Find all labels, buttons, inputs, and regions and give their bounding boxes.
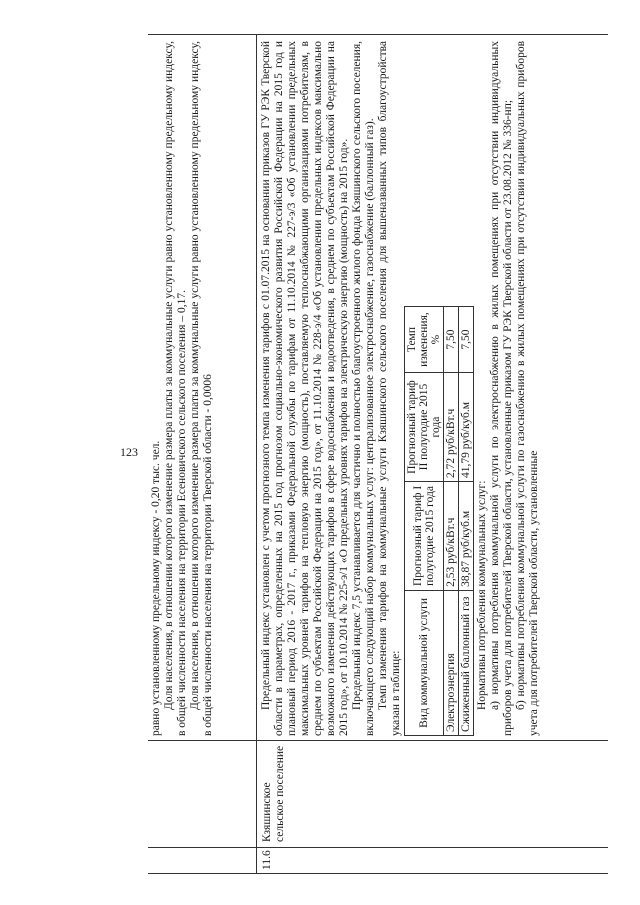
header-tariff-h2: Прогнозный тариф II полугодие 2015 года: [405, 373, 444, 482]
paragraph-index: Предельный индекс 7,5 устанавливается для частично и полностью благоустроенного жилого фонда Кзяшинского сельского поселения, включающего следующий набор коммунальных услуг: централизованное электроснабжение, газоснабжение (баллонный газ).: [351, 41, 376, 736]
header-paragraph-1: равно установленному предельному индексу - 0,20 тыс. чел.: [150, 440, 162, 736]
cell-rate: 7,50: [444, 307, 459, 373]
settlement-name: Кзяшинское сельское поселение: [261, 745, 286, 842]
cell-tariff-h2: 2,72 руб/кВт.ч: [444, 373, 459, 482]
header-service: Вид коммунальной услуги: [405, 590, 444, 735]
cell-service: Сжиженный баллонный газ: [459, 590, 474, 735]
cell-tariff-h1: 2,53 руб/кВт.ч: [444, 482, 459, 591]
row-divider: [256, 34, 257, 874]
header-rate: Темп изменения, %: [405, 307, 444, 373]
cell-rate: 7,50: [459, 307, 474, 373]
table-row: [444, 307, 459, 736]
paragraph-basis: Предельный индекс установлен с учетом прогнозного темпа изменения тарифов с 01.07.2015 на основании приказов ГУ РЭК Тверской области в параметрах, определенных на 2015 год прогнозом социально-экономического развития Российской Федерации на 2015 год и плановый период 2016 - 2017 г., приказами Федеральной службы по тарифам от 11.10.2014 № 227-э/3 «Об установлении предельных максимальных уровней тарифов на тепловую энергию (мощность), поставляемую теплоснабжающими организациями потребителям, в среднем по субъектам Российской Федерации на 2015 год», от 11.10.2014 № 228-э/4 «Об установлении предельных индексов максимально возможного изменения действующих тарифов в сфере водоснабжения и водоотведения, в среднем по субъектам Российской Федерации на 2015 год», от 10.10.2014 № 225-э/1 «О предельных уровнях тарифов на электрическую энергию (мощность) на 2015 год».: [260, 41, 350, 736]
cell-service: Электроэнергия: [444, 590, 459, 735]
column-name: [148, 740, 608, 848]
tariff-table: [404, 306, 474, 736]
column-number: [148, 847, 608, 874]
paragraph-norms-b: б) нормативы потребления коммунальной услуги по газоснабжению в жилых помещениях при отсутствии индивидуальных приборов учета для потребителей Тверской области, установленные: [515, 41, 540, 736]
page-number: 123: [120, 445, 138, 459]
header-paragraph-3: Доля населения, в отношении которого изменение размера платы за коммунальные услуги равно установленному предельному индексу, в общей численности населения на территории Тверской области - 0,0006: [189, 41, 214, 736]
document-table: [148, 34, 608, 874]
row-number: 11.6: [261, 850, 273, 870]
paragraph-table-intro: Темп изменения тарифов на коммунальные услуги Кзяшинского сельского поселения для вышеназванных типов благоустройства указан в таблице:: [377, 41, 402, 736]
paragraph-norms-title: Нормативы потребления коммунальных услуг:: [476, 480, 488, 710]
rotated-page-content: [148, 24, 618, 874]
cell-tariff-h1: 38,87 руб/куб.м: [459, 482, 474, 591]
row-content: [260, 41, 541, 736]
paragraph-norms-a: а) нормативы потребления коммунальной услуги по электроснабжению в жилых помещениях при отсутствии индивидуальных приборов учета для потребителей Тверской области, установленные приказом ГУ РЭК Тверской области от 23.08.2012 № 336-нп;: [489, 41, 514, 736]
table-header-row: [405, 307, 444, 736]
header-paragraph-2: Доля населения, в отношении которого изменение размера платы за коммунальные услуги равно установленному предельному индексу, в общей численности населения на территории Есеновичского сельского поселения – 0,17.: [163, 41, 188, 736]
header-tariff-h1: Прогнозный тариф I полугодие 2015 года: [405, 482, 444, 591]
table-row: [459, 307, 474, 736]
previous-row-continuation: [150, 41, 215, 736]
cell-tariff-h2: 41,79 руб/куб.м: [459, 373, 474, 482]
